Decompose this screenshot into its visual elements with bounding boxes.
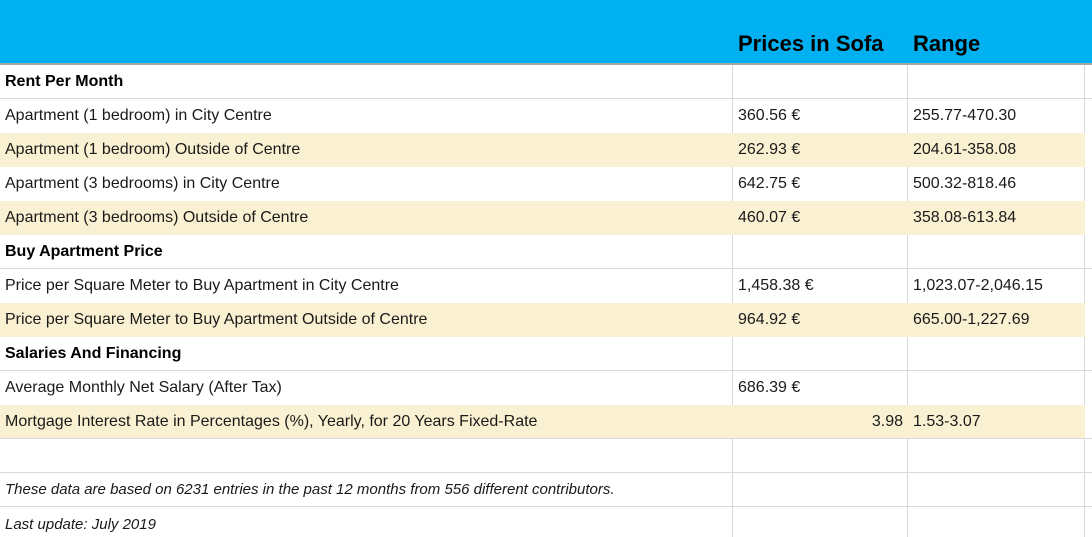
price-cell: 642.75 € xyxy=(733,167,908,201)
row-label-cell: These data are based on 6231 entries in the past 12 months from 556 different contributors. xyxy=(0,473,733,506)
table-row xyxy=(0,99,1092,133)
price-cell: 964.92 € xyxy=(733,303,908,337)
price-cell xyxy=(733,439,908,472)
table-row xyxy=(0,201,1092,235)
range-cell: 500.32-818.46 xyxy=(908,167,1085,201)
range-cell xyxy=(908,507,1085,537)
price-cell xyxy=(733,235,908,268)
price-cell: 460.07 € xyxy=(733,201,908,235)
prices-column-header: Prices in Sofa xyxy=(738,31,884,56)
filler-cell xyxy=(1085,405,1092,438)
filler-cell xyxy=(1085,65,1092,98)
row-label-cell: Salaries And Financing xyxy=(0,337,733,370)
table-row xyxy=(0,507,1092,537)
filler-cell xyxy=(1085,201,1092,235)
price-cell xyxy=(733,473,908,506)
table-row xyxy=(0,371,1092,405)
row-label-cell: Buy Apartment Price xyxy=(0,235,733,268)
range-cell: 358.08-613.84 xyxy=(908,201,1085,235)
row-label-cell: Apartment (3 bedrooms) Outside of Centre xyxy=(0,201,733,235)
price-cell: 3.98 xyxy=(733,405,908,438)
table-row xyxy=(0,405,1092,439)
filler-cell xyxy=(1085,269,1092,303)
table-row xyxy=(0,65,1092,99)
table-row xyxy=(0,439,1092,473)
row-label-cell: Mortgage Interest Rate in Percentages (%), Yearly, for 20 Years Fixed-Rate xyxy=(0,405,733,438)
range-cell xyxy=(908,235,1085,268)
range-cell xyxy=(908,371,1085,405)
price-cell: 360.56 € xyxy=(733,99,908,133)
table-row xyxy=(0,337,1092,371)
price-cell: 1,458.38 € xyxy=(733,269,908,303)
price-cell xyxy=(733,507,908,537)
range-column-header: Range xyxy=(913,31,981,56)
price-cell xyxy=(733,65,908,98)
table-row xyxy=(0,269,1092,303)
table-row xyxy=(0,235,1092,269)
table-row xyxy=(0,167,1092,201)
range-cell: 1.53-3.07 xyxy=(908,405,1085,438)
row-label-cell: Rent Per Month xyxy=(0,65,733,98)
filler-cell xyxy=(1085,473,1092,506)
filler-cell xyxy=(1085,303,1092,337)
table-row xyxy=(0,303,1092,337)
filler-cell xyxy=(1085,133,1092,167)
row-label-cell: Apartment (3 bedrooms) in City Centre xyxy=(0,167,733,201)
table-header-row xyxy=(0,0,1092,65)
filler-cell xyxy=(1085,439,1092,472)
range-cell: 665.00-1,227.69 xyxy=(908,303,1085,337)
row-label-cell: Price per Square Meter to Buy Apartment in City Centre xyxy=(0,269,733,303)
range-cell: 1,023.07-2,046.15 xyxy=(908,269,1085,303)
filler-cell xyxy=(1085,99,1092,133)
row-label-cell: Apartment (1 bedroom) Outside of Centre xyxy=(0,133,733,167)
row-label-cell: Last update: July 2019 xyxy=(0,507,733,537)
table-row xyxy=(0,133,1092,167)
row-label-cell xyxy=(0,439,733,472)
filler-cell xyxy=(1085,167,1092,201)
row-label-cell: Price per Square Meter to Buy Apartment Outside of Centre xyxy=(0,303,733,337)
range-cell xyxy=(908,473,1085,506)
filler-column-header xyxy=(1085,0,1092,63)
range-cell xyxy=(908,65,1085,98)
range-cell: 255.77-470.30 xyxy=(908,99,1085,133)
filler-cell xyxy=(1085,371,1092,405)
range-cell xyxy=(908,439,1085,472)
filler-cell xyxy=(1085,507,1092,537)
row-label-cell: Average Monthly Net Salary (After Tax) xyxy=(0,371,733,405)
filler-cell xyxy=(1085,337,1092,370)
price-cell: 686.39 € xyxy=(733,371,908,405)
table-body xyxy=(0,65,1092,537)
range-cell xyxy=(908,337,1085,370)
table-row xyxy=(0,473,1092,507)
label-column-header xyxy=(0,0,733,63)
filler-cell xyxy=(1085,235,1092,268)
row-label-cell: Apartment (1 bedroom) in City Centre xyxy=(0,99,733,133)
price-cell: 262.93 € xyxy=(733,133,908,167)
range-cell: 204.61-358.08 xyxy=(908,133,1085,167)
price-cell xyxy=(733,337,908,370)
